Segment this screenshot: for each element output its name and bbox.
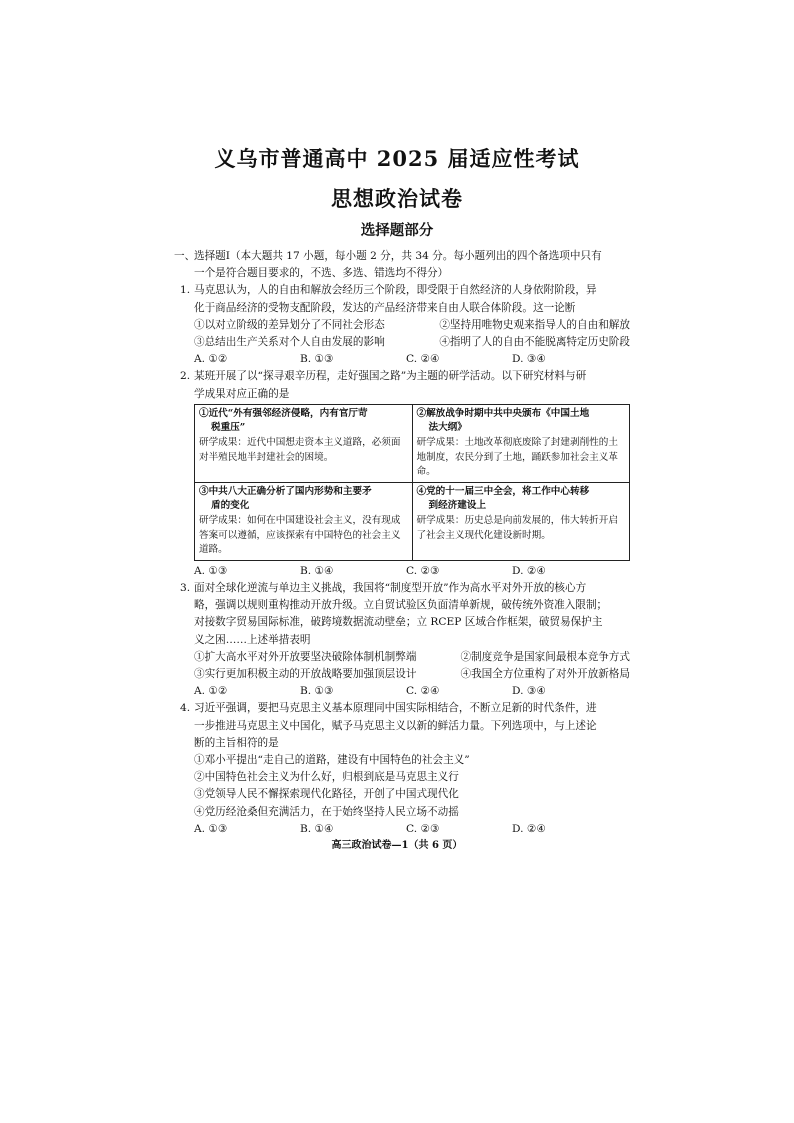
choice-b: B. ①③	[300, 353, 334, 366]
question-number: 4.	[180, 702, 191, 715]
answer-choices	[180, 683, 630, 700]
section-heading: 选择题部分	[360, 222, 434, 239]
choice-c: C. ②③	[406, 822, 440, 835]
question-number: 2.	[180, 370, 191, 383]
choice-d: D. ②④	[512, 822, 546, 835]
choice-a: A. ①③	[194, 822, 228, 835]
question-4: 4. 习近平强调，要把马克思主义基本原理同中国实际相结合，不断立足新的时代条件，进 一步推进马克思主义中国化，赋予马克思主义以新的鲜活力量。下列选项中，与上述论 断的主旨相符的是 ①邓小平提出“走自己的道路，建设有中国特色的社会主义” ②中国特色社会主义为什么好，归根到底是马克思主义行 ③党领导人民不懈探索现代化路径，开创了中国式现代化 ④党历经沧桑但充满活力，在于始终坚持人民立场不动摇 A. ①③ B. ①④ C. ②③ D. ②④	[180, 700, 630, 838]
choice-b: B. ①③	[300, 685, 334, 698]
statement-2: ②制度竞争是国家间最根本竞争方式	[460, 650, 630, 663]
choice-c: C. ②④	[406, 685, 440, 698]
page-footer: 高三政治试卷—1（共 6 页）	[331, 840, 463, 851]
choice-d: D. ③④	[512, 685, 546, 698]
statement-row	[180, 666, 630, 683]
statement-row	[180, 317, 630, 334]
statement-3: ③实行更加积极主动的开放战略要加强顶层设计	[194, 667, 417, 680]
question-3: 3. 面对全球化逆流与单边主义挑战，我国将“制度型开放”作为高水平对外开放的核心方 略，强调以规则重构推动开放升级。立自贸试验区负面清单新规，破传统外资准入限制； 对接数字贸易国际标准，破跨境数据流动壁垒；立 RCEP 区域合作框架，破贸易保护主 义之困……上述举措表明 ①扩大高水平对外开放要坚决破除体制机制弊端 ②制度竞争是国家间最根本竞争方式 ③实行更加积极主动的开放战略要加强顶层设计 ④我国全方位重构了对外开放新格局 A. ①② B. ①③ C. ②④ D. ③④	[180, 580, 630, 700]
statement-3: ③总结出生产关系对个人自由发展的影响	[194, 336, 385, 349]
choice-b: B. ①④	[300, 822, 334, 835]
statement-1: ①扩大高水平对外开放要坚决破除体制机制弊端	[194, 650, 417, 663]
statement-3: ③党领导人民不懈探索现代化路径，开创了中国式现代化	[194, 788, 459, 801]
choice-b: B. ①④	[300, 564, 334, 577]
statement-4: ④党历经沧桑但充满活力，在于始终坚持人民立场不动摇	[194, 805, 459, 818]
section-instructions-line2: 一个是符合题目要求的，不选、多选、错选均不得分）	[194, 267, 449, 280]
statement-row	[180, 334, 630, 351]
question-2: 2. 某班开展了以“探寻艰辛历程，走好强国之路”为主题的研学活动。以下研究材料与研 学成果对应正确的是 ①近代“外有强邻经济侵略，内有官厅苛 税重压” 研学成果：近代中国想走资本主义道路，必须面对半殖民地半封建社会的困境。 ②解放战争时期中共中央颁布《中国土地 法大纲》 研学成果：土地改革彻底废除了封建剥削性的土地制度，农民分到了土地，踊跃参加社会主义革命。 ③中共八大正确分析了国内形势和主要矛 盾的变化 研学成果：如何在中国建设社会主义，没有现成答案可以遵循，应该探索有中国特色的社会主义道路。 ④党的十一届三中全会，将工作中心转移 到经济建设上 研学成果：历史总是向前发展的，伟大转折开启了社会主义现代化建设新时期。 A. ①③ B. ①④ C. ②③ D. ②④	[180, 368, 630, 580]
table-cell: ③中共八大正确分析了国内形势和主要矛 盾的变化 研学成果：如何在中国建设社会主义，没有现成答案可以遵循，应该探索有中国特色的社会主义道路。	[195, 482, 413, 560]
choice-c: C. ②④	[406, 353, 440, 366]
exam-title: 义乌市普通高中 2025 届适应性考试	[214, 146, 580, 171]
section-number: 一、	[174, 250, 196, 262]
table-cell: ①近代“外有强邻经济侵略，内有官厅苛 税重压” 研学成果：近代中国想走资本主义道路，必须面对半殖民地半封建社会的困境。	[195, 404, 413, 482]
question-1: 1. 马克思认为，人的自由和解放会经历三个阶段，即受限于自然经济的人身依附阶段，异 化于商品经济的受物支配阶段，发达的产品经济带来自由人联合体阶段。这一论断 ①以对立阶级的差异划分了不同社会形态 ②坚持用唯物史观来指导人的自由和解放 ③总结出生产关系对个人自由发展的影响 ④指明了人的自由不能脱离特定历史阶段 A. ①② B. ①③ C. ②④ D. ③④	[180, 282, 630, 368]
question-number: 3.	[180, 581, 191, 594]
answer-choices	[180, 563, 630, 580]
statement-2: ②中国特色社会主义为什么好，归根到底是马克思主义行	[194, 771, 459, 784]
statement-row	[180, 649, 630, 666]
choice-d: D. ③④	[512, 353, 546, 366]
choice-d: D. ②④	[512, 564, 546, 577]
choice-a: A. ①③	[194, 564, 228, 577]
statement-1: ①以对立阶级的差异划分了不同社会形态	[194, 318, 385, 331]
exam-subtitle: 思想政治试卷	[331, 186, 463, 211]
statement-1: ①邓小平提出“走自己的道路，建设有中国特色的社会主义”	[194, 754, 470, 766]
table-cell: ②解放战争时期中共中央颁布《中国土地 法大纲》 研学成果：土地改革彻底废除了封建剥削性的土地制度，农民分到了土地，踊跃参加社会主义革命。	[412, 404, 630, 482]
statement-4: ④我国全方位重构了对外开放新格局	[460, 667, 630, 680]
answer-choices	[180, 351, 630, 368]
statement-2: ②坚持用唯物史观来指导人的自由和解放	[439, 318, 630, 331]
research-material-table	[194, 404, 630, 561]
question-number: 1.	[180, 284, 191, 297]
exam-body	[174, 248, 630, 838]
table-cell: ④党的十一届三中全会，将工作中心转移 到经济建设上 研学成果：历史总是向前发展的，伟大转折开启了社会主义现代化建设新时期。	[412, 482, 630, 560]
choice-a: A. ①②	[194, 685, 228, 698]
choice-a: A. ①②	[194, 353, 228, 366]
statement-4: ④指明了人的自由不能脱离特定历史阶段	[439, 336, 630, 349]
section-instructions: 一、选择题Ⅰ（本大题共 17 小题，每小题 2 分，共 34 分。每小题列出的四个备选项中只有	[180, 248, 630, 265]
choice-c: C. ②③	[406, 564, 440, 577]
